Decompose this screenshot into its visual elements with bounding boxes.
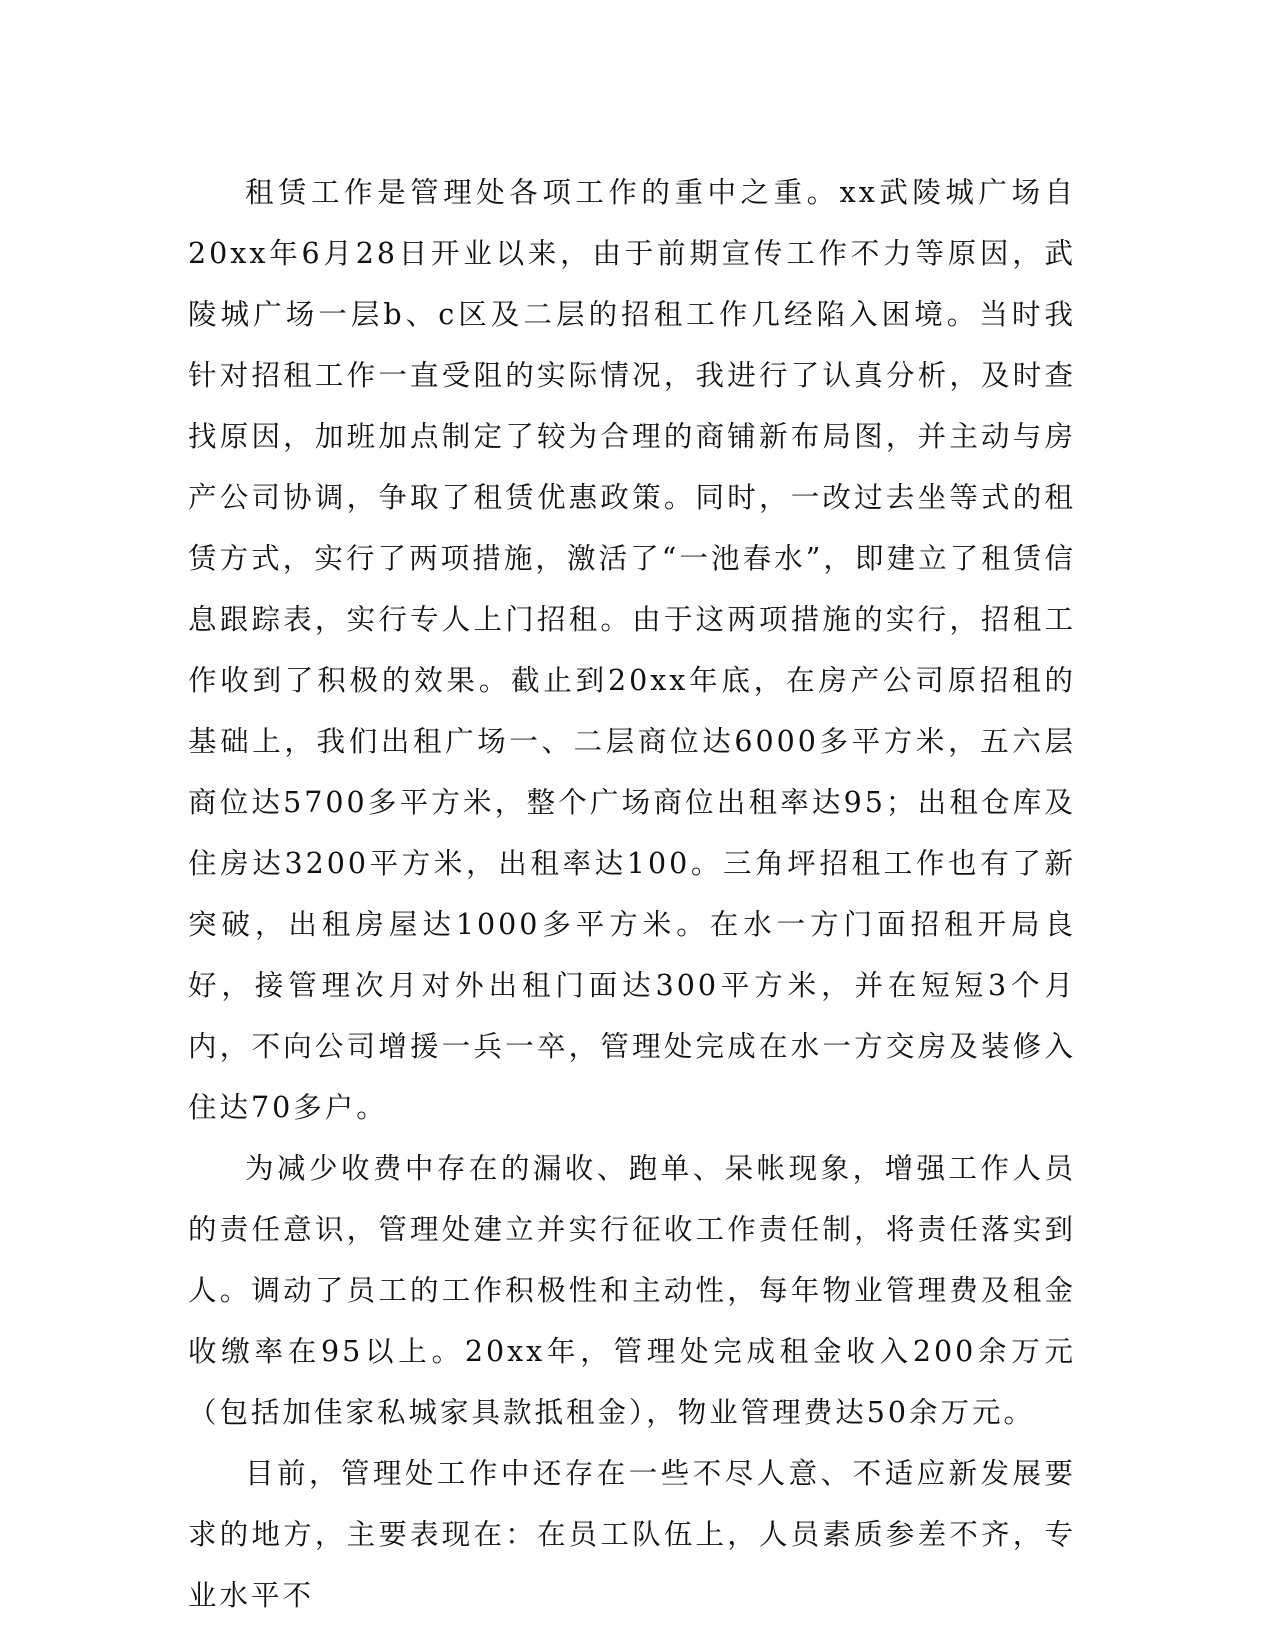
paragraph-leasing: 租赁工作是管理处各项工作的重中之重。xx武陵城广场自20xx年6月28日开业以来，由于前期宣传工作不力等原因，武陵城广场一层b、c区及二层的招租工作几经陷入困境。当时我针对招租工作一直受阻的实际情况，我进行了认真分析，及时查找原因，加班加点制定了较为合理的商铺新布局图，并主动与房产公司协调，争取了租赁优惠政策。同时，一改过去坐等式的租赁方式，实行了两项措施，激活了“一池春水”，即建立了租赁信息跟踪表，实行专人上门招租。由于这两项措施的实行，招租工作收到了积极的效果。截止到20xx年底，在房产公司原招租的基础上，我们出租广场一、二层商位达6000多平方米，五六层商位达5700多平方米，整个广场商位出租率达95；出租仓库及住房达3200平方米，出租率达100。三角坪招租工作也有了新突破，出租房屋达1000多平方米。在水一方门面招租开局良好，接管理次月对外出租门面达300平方米，并在短短3个月内，不向公司增援一兵一卒，管理处完成在水一方交房及装修入住达70多户。 bbox=[188, 176, 1076, 1124]
paragraph-fee-collection: 为减少收费中存在的漏收、跑单、呆帐现象，增强工作人员的责任意识，管理处建立并实行征收工作责任制，将责任落实到人。调动了员工的工作积极性和主动性，每年物业管理费及租金收缴率在95以上。20xx年，管理处完成租金收入200余万元（包括加佳家私城家具款抵租金），物业管理费达50余万元。 bbox=[188, 1152, 1076, 1429]
document-body bbox=[188, 162, 1076, 1626]
paragraph-shortcomings: 目前，管理处工作中还存在一些不尽人意、不适应新发展要求的地方，主要表现在：在员工队伍上，人员素质参差不齐，专业水平不 bbox=[188, 1457, 1076, 1612]
